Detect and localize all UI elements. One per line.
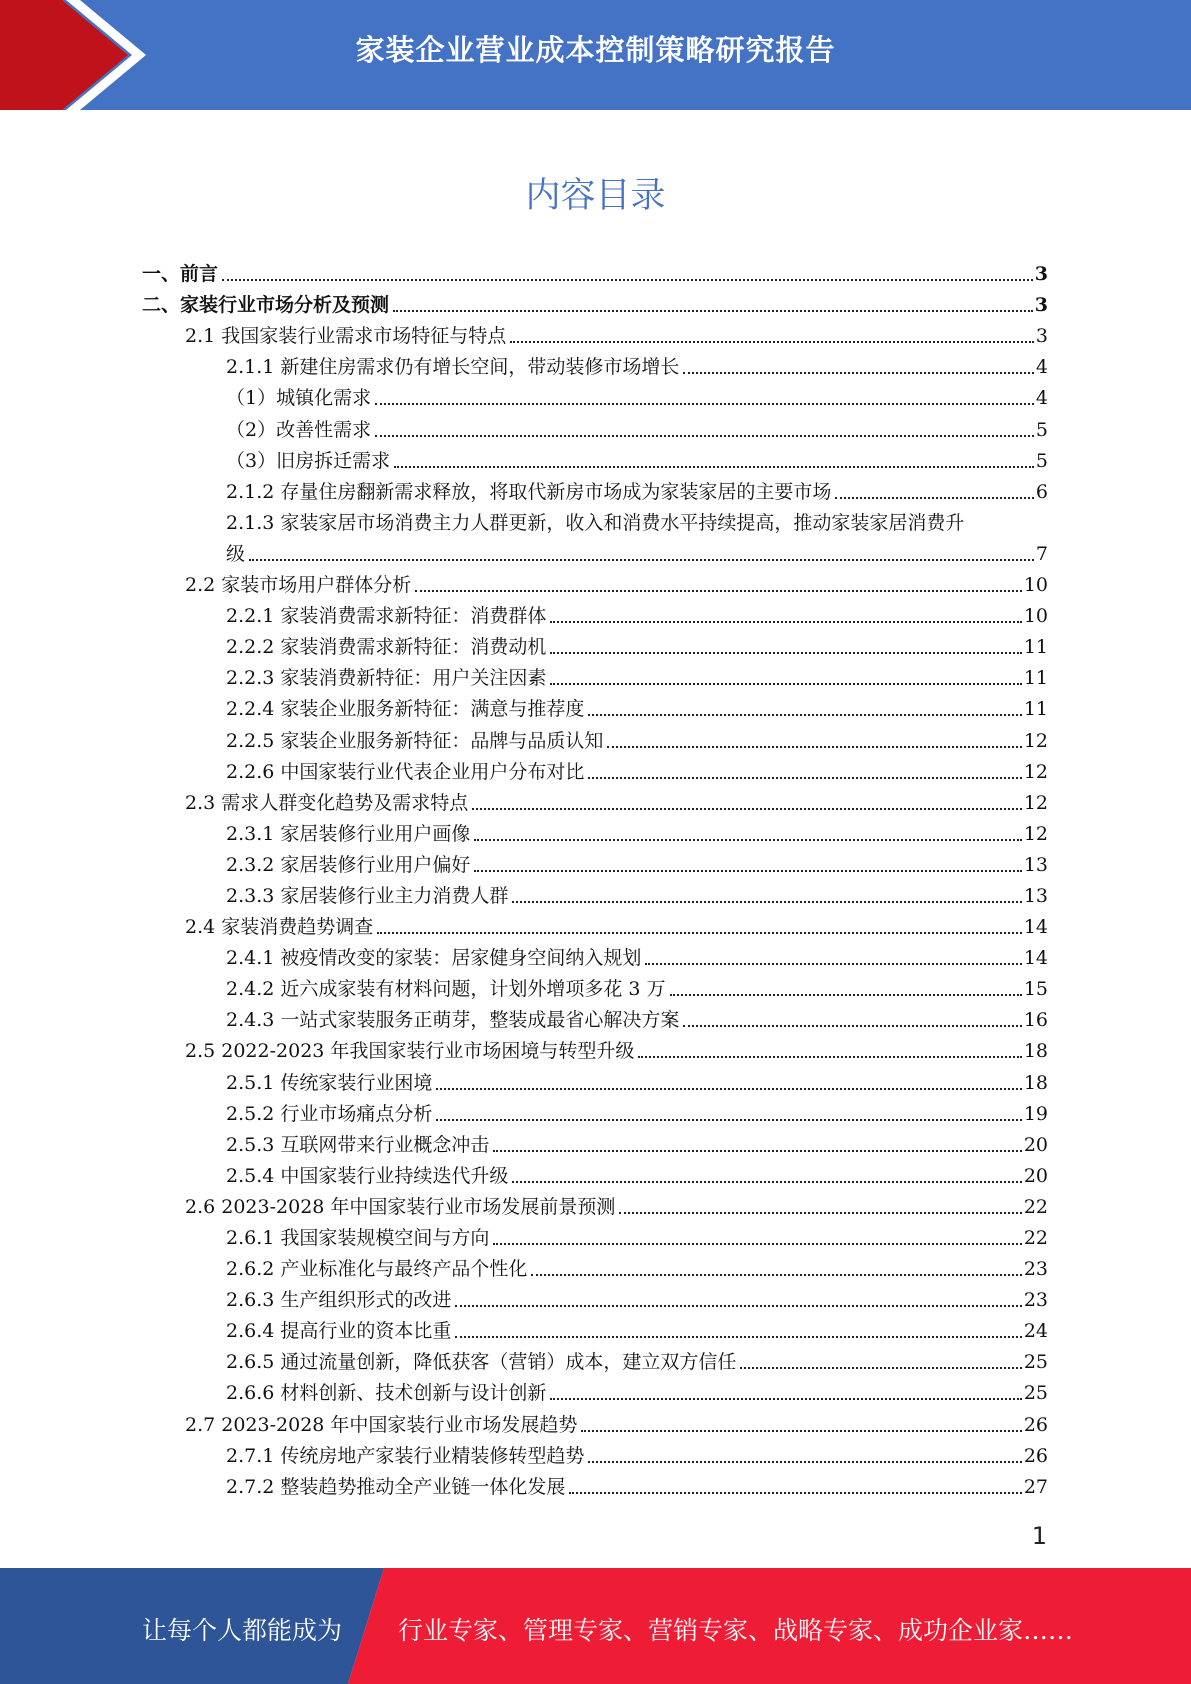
toc-entry-label: 2.5.2 行业市场痛点分析 [226,1102,433,1125]
toc-entry-label: 2.2.5 家装企业服务新特征：品牌与品质认知 [226,729,604,752]
toc-entry[interactable] [142,472,1048,503]
toc-entry[interactable] [142,969,1048,1000]
toc-entry-label: 2.5.3 互联网带来行业概念冲击 [226,1133,490,1156]
toc-dot-leader [415,590,1022,592]
toc-entry-label: 2.6.5 通过流量创新，降低获客（营销）成本，建立双方信任 [226,1351,737,1374]
toc-entry[interactable] [142,1094,1048,1125]
toc-dot-leader [670,994,1022,996]
toc-entry[interactable] [142,845,1048,876]
toc-entry-page: 3 [1035,325,1048,348]
toc-dot-leader [510,341,1034,343]
toc-entry-page: 18 [1023,1071,1048,1094]
toc-entry-label: 2.2 家装市场用户群体分析 [185,574,412,597]
toc-entry[interactable] [142,347,1048,378]
toc-entry-page: 22 [1023,1227,1048,1249]
toc-dot-leader [394,466,1034,468]
toc-dot-leader [474,839,1021,841]
toc-entry-page: 26 [1023,1444,1048,1467]
toc-entry-label: 2.6.1 我国家装规模空间与方向 [226,1227,490,1249]
toc-entry-page: 11 [1023,667,1048,690]
toc-entry-page: 22 [1023,1195,1048,1218]
toc-dot-leader [249,559,1034,561]
toc-entry-page: 7 [1035,542,1048,565]
toc-entry-page: 10 [1023,574,1048,597]
toc-entry[interactable] [142,503,1048,534]
toc-entry[interactable] [142,658,1048,689]
toc-entry[interactable] [142,254,1048,285]
toc-dot-leader [455,1336,1021,1338]
toc-entry-label: 2.1 我国家装行业需求市场特征与特点 [185,325,507,348]
page-number: 1 [1031,1522,1047,1550]
toc-entry[interactable] [142,1404,1048,1435]
toc-dot-leader [619,1212,1021,1214]
toc-entry-page: 4 [1035,356,1048,379]
toc-dot-leader [638,1056,1021,1058]
report-title: 家装企业营业成本控制策略研究报告 [355,33,836,67]
toc-entry-page: 14 [1023,916,1048,939]
toc-entry[interactable] [142,1062,1048,1093]
toc-dot-leader [436,1119,1021,1121]
toc-entry-label: 2.2.6 中国家装行业代表企业用户分布对比 [226,760,585,783]
toc-dot-leader [740,1367,1021,1369]
toc-dot-leader [645,963,1021,965]
toc-entry[interactable] [142,907,1048,938]
footer-band [0,1568,1191,1684]
toc-entry[interactable] [142,285,1048,316]
toc-entry-label: 2.3.2 家居装修行业用户偏好 [226,853,471,876]
toc-dot-leader [569,1492,1021,1494]
toc-entry[interactable] [142,720,1048,751]
toc-entry-page: 4 [1035,387,1048,410]
toc-entry-continuation[interactable] [142,534,1048,565]
toc-entry[interactable] [142,596,1048,627]
toc-dot-leader [550,1398,1021,1400]
footer-slogan-right: 行业专家、管理专家、营销专家、战略专家、成功企业家…… [398,1616,1074,1645]
toc-entry-label: 2.7.2 整装趋势推动全产业链一体化发展 [226,1475,566,1498]
toc-entry[interactable] [142,752,1048,783]
toc-entry-page: 24 [1023,1320,1048,1343]
toc-dot-leader [531,1274,1021,1276]
toc-entry-label: （1）城镇化需求 [226,387,372,410]
toc-entry[interactable] [142,1373,1048,1404]
toc-entry-page: 15 [1023,978,1048,1001]
toc-dot-leader [493,1150,1021,1152]
toc-dot-leader [588,714,1021,716]
toc-entry-label: 2.2.1 家装消费需求新特征：消费群体 [226,605,547,628]
toc-entry[interactable] [142,1031,1048,1062]
toc-entry[interactable] [142,565,1048,596]
toc-entry-label: 2.3 需求人群变化趋势及需求特点 [185,791,469,814]
toc-entry-label: 一、前言 [142,263,219,286]
toc-entry[interactable] [142,1156,1048,1187]
toc-entry[interactable] [142,1187,1048,1218]
toc-dot-leader [550,683,1021,685]
toc-entry-page: 12 [1023,760,1048,783]
toc-entry-page: 25 [1023,1382,1048,1405]
toc-entry-page: 12 [1023,791,1048,814]
toc-entry[interactable] [142,1311,1048,1342]
toc-entry[interactable] [142,1218,1048,1249]
toc-entry-label: 2.4.2 近六成家装有材料问题，计划外增项多花 3 万 [226,978,666,1001]
toc-entry[interactable] [142,689,1048,720]
toc-entry-label: （3）旧房拆迁需求 [226,449,391,472]
toc-entry-page: 14 [1023,947,1048,970]
toc-entry-label: 2.3.3 家居装修行业主力消费人群 [226,884,509,907]
toc-dot-leader [493,1243,1021,1245]
toc-entry-label: 2.6 2023-2028 年中国家装行业市场发展前景预测 [185,1195,616,1218]
toc-entry-page: 16 [1023,1009,1048,1032]
toc-entry-page: 10 [1023,605,1048,628]
toc-dot-leader [550,652,1021,654]
toc-entry-label: 2.7.1 传统房地产家装行业精装修转型趋势 [226,1444,585,1467]
toc-entry-page: 19 [1023,1102,1048,1125]
toc-entry-page: 26 [1023,1413,1048,1436]
toc-entry-label: 2.2.2 家装消费需求新特征：消费动机 [226,636,547,659]
toc-entry[interactable] [142,1000,1048,1031]
toc-dot-leader [588,777,1021,779]
toc-entry[interactable] [142,409,1048,440]
toc-entry-label: 2.5.1 传统家装行业困境 [226,1071,433,1094]
toc-entry-label: 2.6.2 产业标准化与最终产品个性化 [226,1258,528,1281]
toc-entry-label: 2.6.3 生产组织形式的改进 [226,1289,452,1312]
toc-dot-leader [550,621,1021,623]
toc-entry-label: 2.1.3 家装家居市场消费主力人群更新，收入和消费水平持续提高，推动家装家居消费升 [226,511,965,534]
toc-entry[interactable] [142,1125,1048,1156]
table-of-contents [142,254,1048,1498]
toc-entry-page: 11 [1023,698,1048,721]
toc-entry-label: 2.6.6 材料创新、技术创新与设计创新 [226,1382,547,1405]
toc-dot-leader [393,310,1033,312]
toc-entry-label: 2.3.1 家居装修行业用户画像 [226,822,471,845]
toc-entry-page: 11 [1023,636,1048,659]
toc-entry-page: 6 [1035,480,1048,503]
toc-heading: 内容目录 [525,176,666,216]
toc-entry[interactable] [142,441,1048,472]
toc-entry-page: 25 [1023,1351,1048,1374]
toc-dot-leader [588,1461,1021,1463]
toc-entry-page: 27 [1023,1475,1048,1498]
toc-dot-leader [512,901,1021,903]
toc-entry-label: 2.4.1 被疫情改变的家装：居家健身空间纳入规划 [226,947,642,970]
toc-entry-page: 20 [1023,1164,1048,1187]
toc-entry[interactable] [142,378,1048,409]
toc-entry-label: 二、家装行业市场分析及预测 [142,294,390,317]
toc-entry-label-continued: 级 [226,542,246,565]
toc-entry-label: （2）改善性需求 [226,418,372,441]
toc-entry-page: 13 [1023,884,1048,907]
toc-entry-page: 18 [1023,1040,1048,1063]
toc-dot-leader [455,1305,1021,1307]
toc-entry-page: 12 [1023,729,1048,752]
toc-dot-leader [835,497,1034,499]
toc-entry[interactable] [142,1280,1048,1311]
toc-entry[interactable] [142,1249,1048,1280]
toc-entry-page: 3 [1034,294,1048,317]
toc-entry-page: 5 [1035,418,1048,441]
toc-entry[interactable] [142,814,1048,845]
toc-entry[interactable] [142,627,1048,658]
toc-entry-page: 13 [1023,853,1048,876]
toc-dot-leader [581,1430,1021,1432]
toc-dot-leader [377,932,1022,934]
toc-entry[interactable] [142,1436,1048,1467]
toc-dot-leader [472,808,1022,810]
toc-dot-leader [512,1181,1021,1183]
toc-entry[interactable] [142,938,1048,969]
toc-dot-leader [375,435,1034,437]
toc-entry[interactable] [142,1342,1048,1373]
toc-entry-page: 5 [1035,449,1048,472]
toc-entry-label: 2.5.4 中国家装行业持续迭代升级 [226,1164,509,1187]
toc-dot-leader [436,1088,1021,1090]
toc-entry[interactable] [142,876,1048,907]
toc-entry[interactable] [142,1467,1048,1498]
toc-entry-label: 2.1.1 新建住房需求仍有增长空间，带动装修市场增长 [226,356,680,379]
toc-dot-leader [222,279,1033,281]
toc-dot-leader [683,1025,1021,1027]
toc-entry-page: 23 [1023,1289,1048,1312]
toc-entry-page: 3 [1034,263,1048,286]
toc-dot-leader [607,746,1021,748]
toc-entry-label: 2.5 2022-2023 年我国家装行业市场困境与转型升级 [185,1040,635,1063]
toc-entry-label: 2.2.4 家装企业服务新特征：满意与推荐度 [226,698,585,721]
footer-slogan-left: 让每个人都能成为 [142,1616,343,1645]
toc-entry-label: 2.6.4 提高行业的资本比重 [226,1320,452,1343]
toc-dot-leader [474,870,1021,872]
toc-entry-label: 2.2.3 家装消费新特征：用户关注因素 [226,667,547,690]
toc-entry[interactable] [142,783,1048,814]
toc-entry-label: 2.4.3 一站式家装服务正萌芽，整装成最省心解决方案 [226,1009,680,1032]
toc-entry-page: 20 [1023,1133,1048,1156]
header-band [0,0,1191,110]
toc-entry-page: 12 [1023,822,1048,845]
toc-dot-leader [375,403,1034,405]
toc-entry-page: 23 [1023,1258,1048,1281]
toc-entry-label: 2.1.2 存量住房翻新需求释放，将取代新房市场成为家装家居的主要市场 [226,480,832,503]
toc-entry-label: 2.4 家装消费趋势调查 [185,916,374,939]
toc-dot-leader [683,372,1034,374]
toc-entry-label: 2.7 2023-2028 年中国家装行业市场发展趋势 [185,1413,578,1436]
toc-entry[interactable] [142,316,1048,347]
